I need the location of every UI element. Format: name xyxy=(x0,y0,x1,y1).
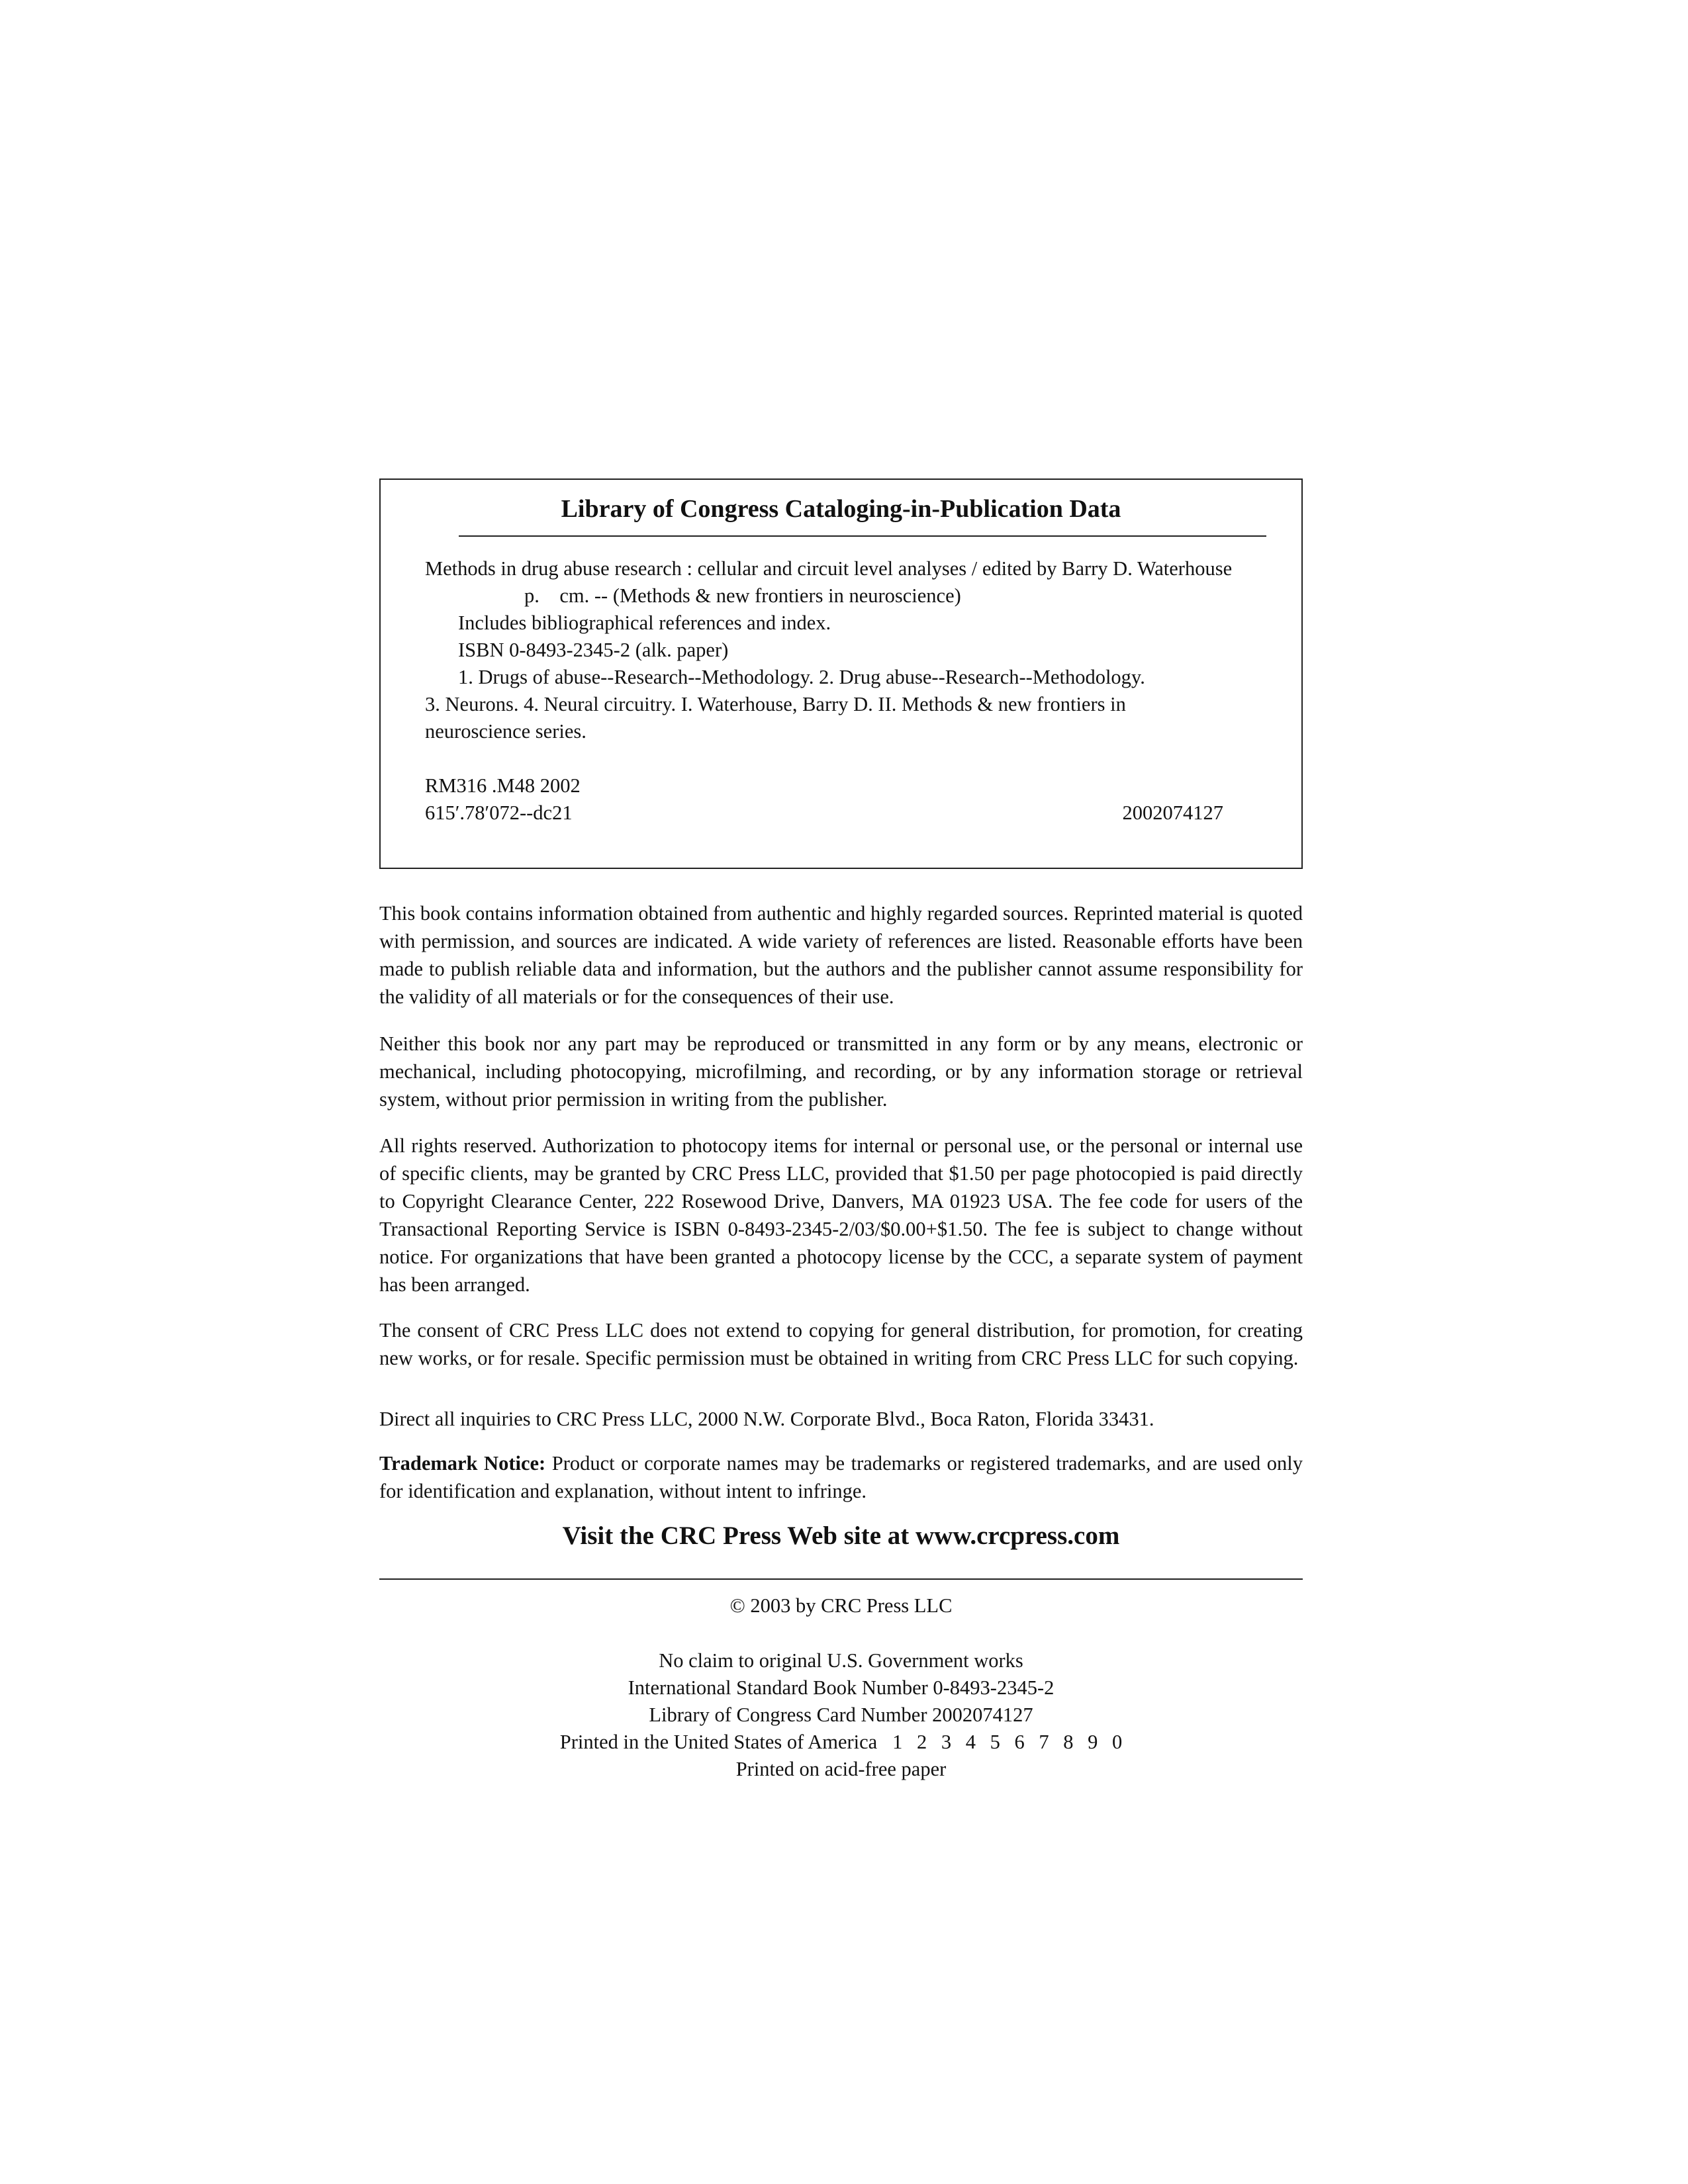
acid-free-line: Printed on acid-free paper xyxy=(735,1758,947,1780)
trademark-paragraph xyxy=(379,1449,1303,1505)
cip-subjects-line1: 1. Drugs of abuse--Research--Methodology. 2. Drug abuse--Research--Methodology. xyxy=(458,666,1145,688)
cip-title: Library of Congress Cataloging-in-Publication Data xyxy=(561,495,1121,523)
printed-in-line xyxy=(379,1729,1303,1755)
copyright-rule xyxy=(379,1578,1303,1580)
cip-title-entry: Methods in drug abuse research : cellular and circuit level analyses / edited by Barry D. Waterhouse xyxy=(425,557,1233,580)
cip-isbn: ISBN 0-8493-2345-2 (alk. paper) xyxy=(458,639,729,661)
inquiries-paragraph: Direct all inquiries to CRC Press LLC, 2000 N.W. Corporate Blvd., Boca Raton, Florida 33431. xyxy=(379,1408,1154,1430)
rights-paragraph: All rights reserved. Authorization to photocopy items for internal or personal use, or the personal or internal use of specific clients, may be granted by CRC Press LLC, provided that $1.50 per page photocopied is paid directly to Copyright Clearance Center, 222 Rosewood Drive, Danvers, MA 01923 USA. The fee code for users of the Transactional Reporting Service is ISBN 0-8493-2345-2/03/$0.00+$1.50. The fee is subject to change without notice. For organizations that have been granted a photocopy license by the CCC, a separate system of payment has been arranged. xyxy=(379,1134,1303,1296)
cip-bibliography-note: Includes bibliographical references and index. xyxy=(458,612,831,634)
cip-classification: 615′.78′072--dc21 xyxy=(425,801,573,824)
website-heading: Visit the CRC Press Web site at www.crcpress.com xyxy=(562,1522,1120,1550)
government-works-line: No claim to original U.S. Government works xyxy=(659,1649,1023,1672)
copyright-line: © 2003 by CRC Press LLC xyxy=(729,1594,953,1617)
printing-sequence: 1 2 3 4 5 6 7 8 9 0 xyxy=(892,1731,1123,1753)
lccn-line: Library of Congress Card Number 2002074127 xyxy=(649,1704,1033,1726)
sources-paragraph: This book contains information obtained from authentic and highly regarded sources. Reprinted material is quoted with permission, and sources are indicated. A wide variety of references are listed. Reasonable efforts have been made to publish reliable data and information, but the authors and the publisher cannot assume responsibility for the validity of all materials or for the consequences of their use. xyxy=(379,902,1303,1008)
trademark-label: Trademark Notice: xyxy=(379,1452,546,1475)
cip-call-number: RM316 .M48 2002 xyxy=(425,774,581,797)
reproduction-paragraph: Neither this book nor any part may be reproduced or transmitted in any form or by any means, electronic or mechanical, including photocopying, microfilming, and recording, or by any information storage or retrieval system, without prior permission in writing from the publisher. xyxy=(379,1032,1303,1111)
isbn-line: International Standard Book Number 0-8493-2345-2 xyxy=(628,1676,1055,1699)
trademark-text: Product or corporate names may be trademarks or registered trademarks, and are used only for identification and explanation, without intent to infringe. xyxy=(379,1452,1303,1502)
consent-paragraph: The consent of CRC Press LLC does not extend to copying for general distribution, for promotion, for creating new works, or for resale. Specific permission must be obtained in writing from CRC Press LLC for such copying. xyxy=(379,1319,1303,1369)
cip-subjects-line2: 3. Neurons. 4. Neural circuitry. I. Waterhouse, Barry D. II. Methods & new frontiers in xyxy=(425,693,1126,715)
cip-subjects-line3: neuroscience series. xyxy=(425,720,586,743)
cip-physical-description: p. cm. -- (Methods & new frontiers in neuroscience) xyxy=(524,584,961,607)
cip-lccn: 2002074127 xyxy=(1122,801,1223,824)
cip-data-box xyxy=(379,478,1303,869)
cip-title-rule xyxy=(459,535,1266,537)
printed-in-text: Printed in the United States of America xyxy=(559,1731,878,1753)
